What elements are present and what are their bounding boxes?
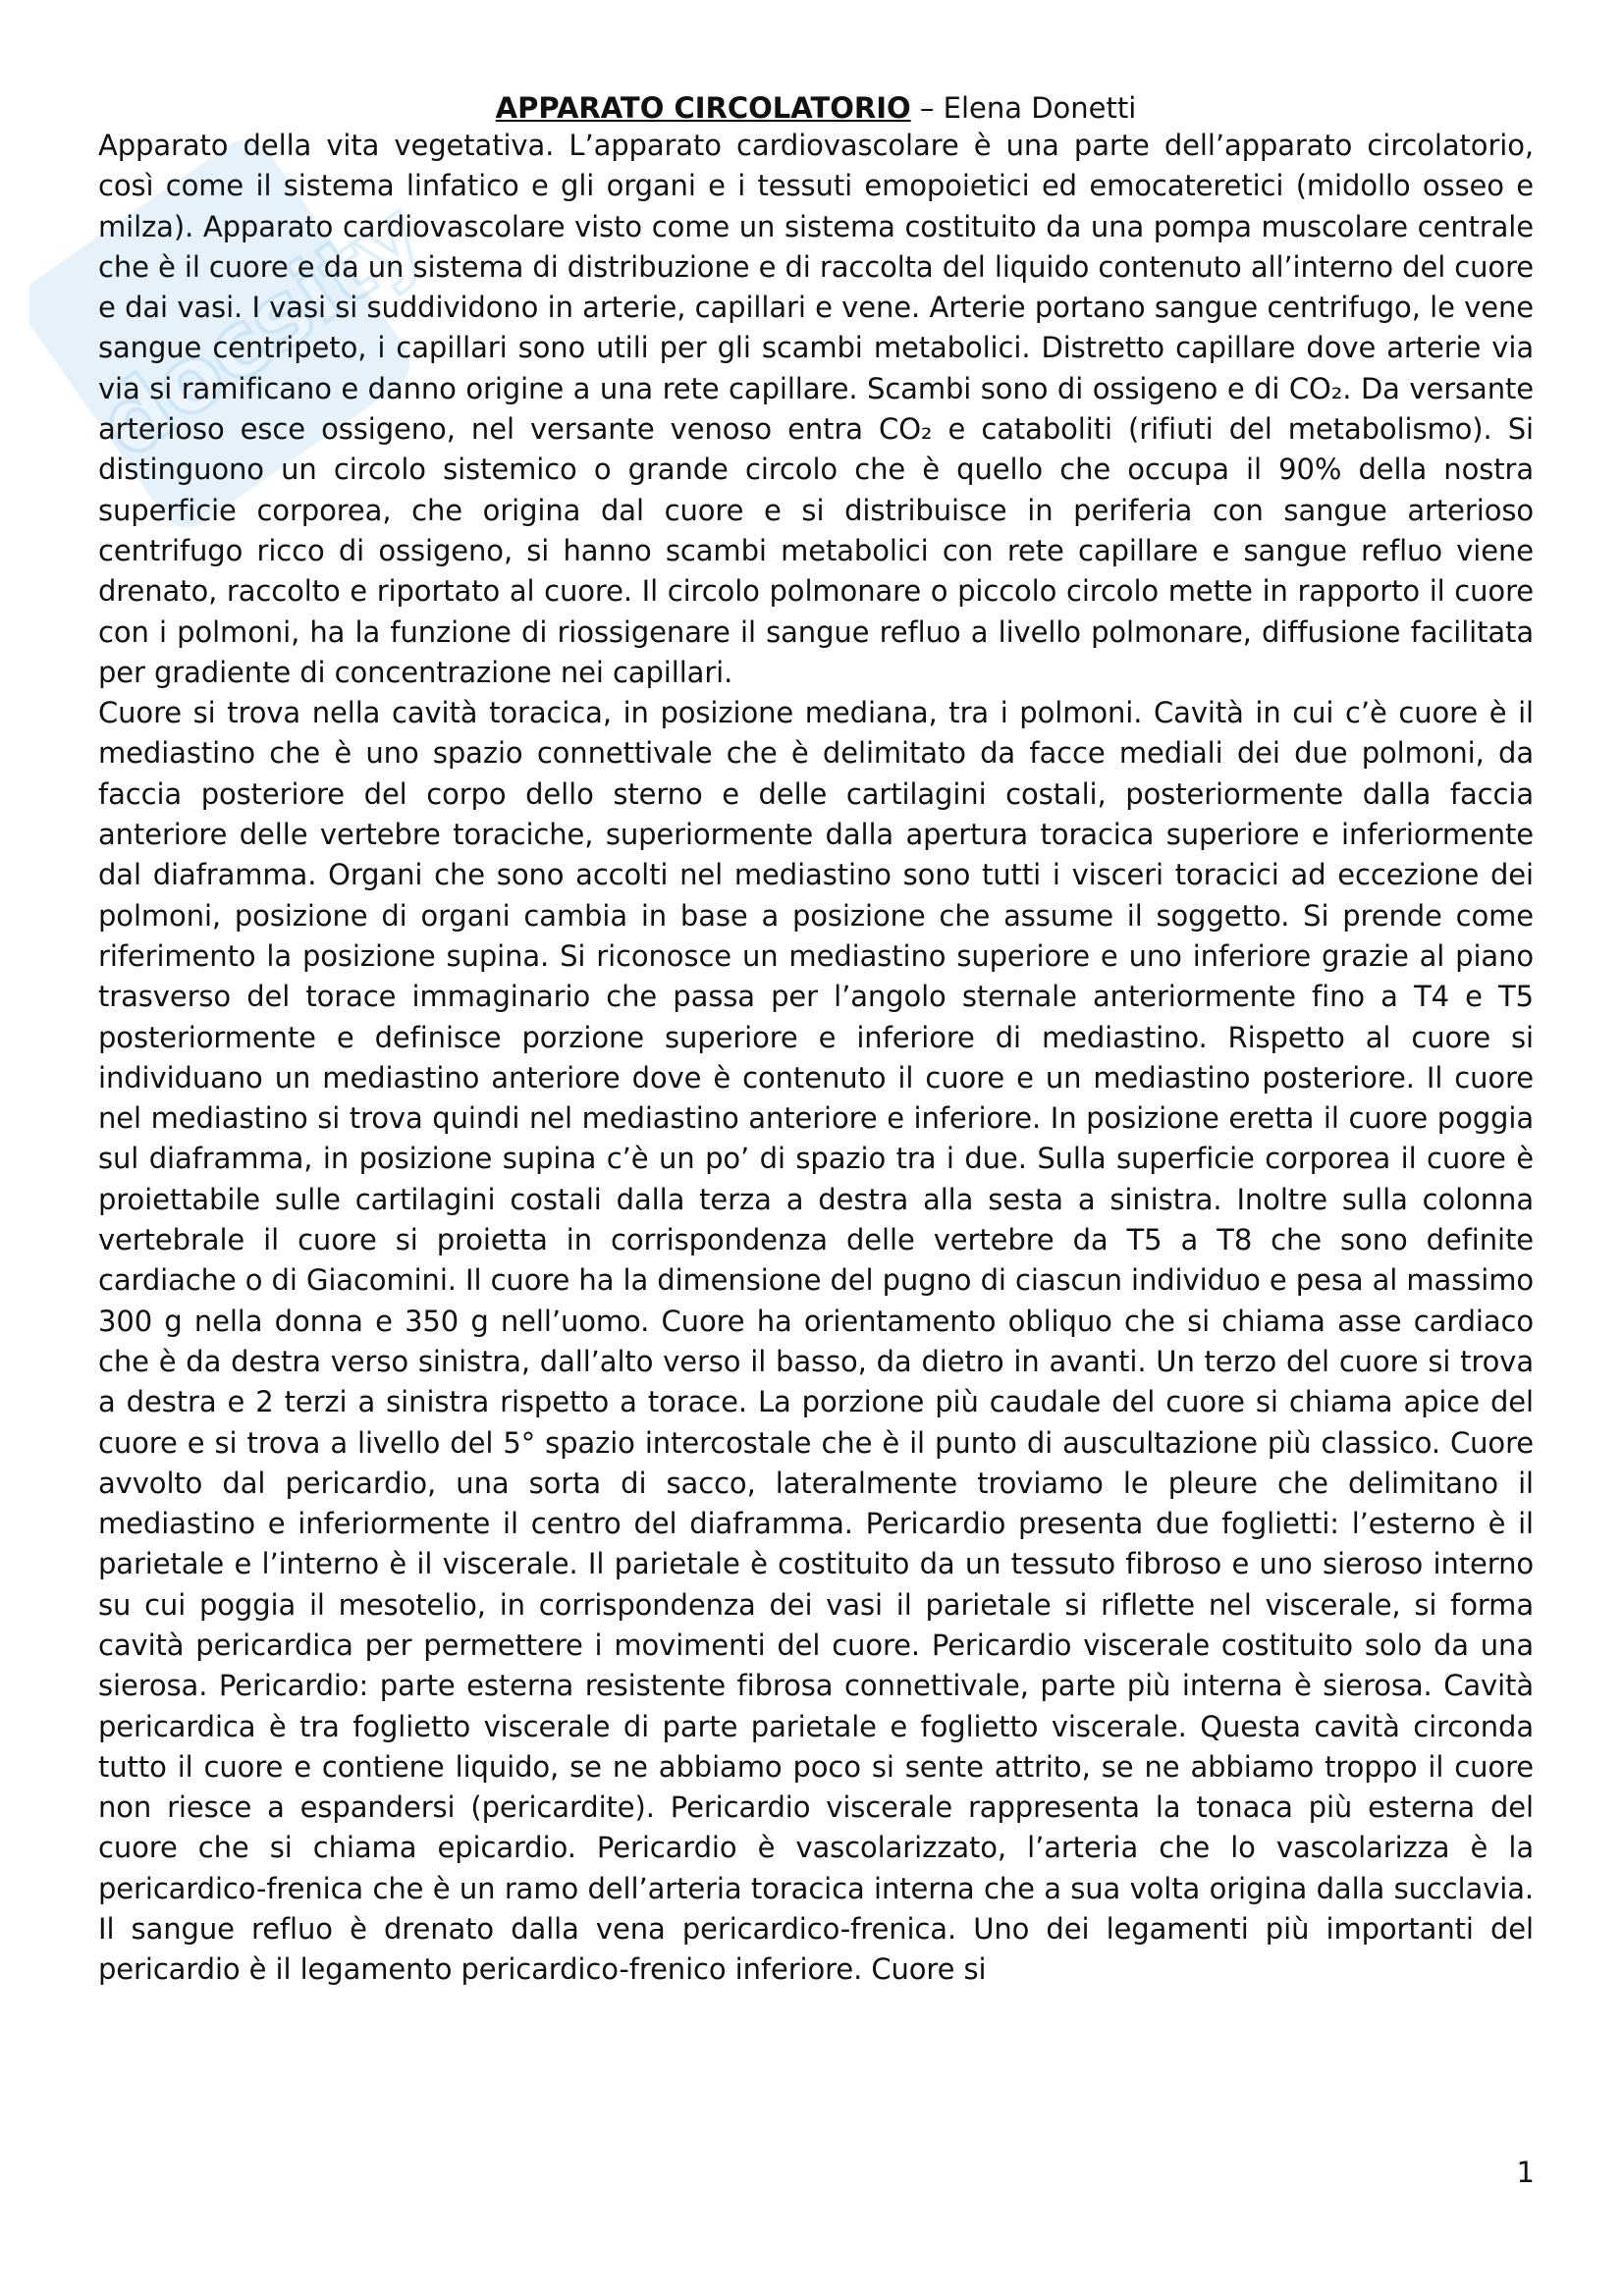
document-title — [98, 90, 1534, 126]
document-page — [98, 90, 1534, 1991]
title-main: APPARATO CIRCOLATORIO — [495, 91, 911, 125]
page-number: 1 — [1516, 2156, 1535, 2189]
paragraph-2: Cuore si trova nella cavità toracica, in posizione mediana, tra i polmoni. Cavità in cui c’è cuore è il mediastino che è uno spazio connettivale che è delimitato da facce mediali dei due polmoni, da faccia posteriore del corpo dello sterno e delle cartilagini costali, posteriormente dalla faccia anteriore delle vertebre toraciche, superiormente dalla apertura toracica superiore e inferiormente dal diaframma. Organi che sono accolti nel mediastino sono tutti i visceri toracici ad eccezione dei polmoni, posizione di organi cambia in base a posizione che assume il soggetto. Si prende come riferimento la posizione supina. Si riconosce un mediastino superiore e uno inferiore grazie al piano trasverso del torace immaginario che passa per l’angolo sternale anteriormente fino a T4 e T5 posteriormente e definisce porzione superiore e inferiore di mediastino. Rispetto al cuore si individuano un mediastino anteriore dove è contenuto il cuore e un mediastino posteriore. Il cuore nel mediastino si trova quindi nel mediastino anteriore e inferiore. In posizione eretta il cuore poggia sul diaframma, in posizione supina c’è un po’ di spazio tra i due. Sulla superficie corporea il cuore è proiettabile sulle cartilagini costali dalla terza a destra alla sesta a sinistra. Inoltre sulla colonna vertebrale il cuore si proietta in corrispondenza delle vertebre da T5 a T8 che sono definite cardiache o di Giacomini. Il cuore ha la dimensione del pugno di ciascun individuo e pesa al massimo 300 g nella donna e 350 g nell’uomo. Cuore ha orientamento obliquo che si chiama asse cardiaco che è da destra verso sinistra, dall’alto verso il basso, da dietro in avanti. Un terzo del cuore si trova a destra e 2 terzi a sinistra rispetto a torace. La porzione più caudale del cuore si chiama apice del cuore e si trova a livello del 5° spazio intercostale che è il punto di auscultazione più classico. Cuore avvolto dal pericardio, una sorta di sacco, lateralmente troviamo le pleure che delimitano il mediastino e inferiormente il centro del diaframma. Pericardio presenta due foglietti: l’esterno è il parietale e l’interno è il viscerale. Il parietale è costituito da un tessuto fibroso e uno sieroso interno su cui poggia il mesotelio, in corrispondenza dei vasi il parietale si riflette nel viscerale, si forma cavità pericardica per permettere i movimenti del cuore. Pericardio viscerale costituito solo da una sierosa. Pericardio: parte esterna resistente fibrosa connettivale, parte più interna è sierosa. Cavità pericardica è tra foglietto viscerale di parte parietale e foglietto viscerale. Questa cavità circonda tutto il cuore e contiene liquido, se ne abbiamo poco si sente attrito, se ne abbiamo troppo il cuore non riesce a espandersi (pericardite). Pericardio viscerale rappresenta la tonaca più esterna del cuore che si chiama epicardio. Pericardio è vascolarizzato, l’arteria che lo vascolarizza è la pericardico-frenica che è un ramo dell’arteria toracica interna che a sua volta origina dalla succlavia. Il sangue refluo è drenato dalla vena pericardico-frenica. Uno dei legamenti più importanti del pericardio è il legamento pericardico-frenico inferiore. Cuore si — [98, 696, 1534, 1987]
title-separator: – — [910, 91, 944, 125]
watermark-text: docsity — [80, 182, 442, 479]
paragraph-1: Apparato della vita vegetativa. L’apparato cardiovascolare è una parte dell’apparato circolatorio, così come il sistema linfatico e gli organi e i tessuti emopoietici ed emocateretici (midollo osseo e milza). Apparato cardiovascolare visto come un sistema costituito da una pompa muscolare centrale che è il cuore e da un sistema di distribuzione e di raccolta del liquido contenuto all’interno del cuore e dai vasi. I vasi si suddividono in arterie, capillari e vene. Arterie portano sangue centrifugo, le vene sangue centripeto, i capillari sono utili per gli scambi metabolici. Distretto capillare dove arterie via via si ramificano e danno origine a una rete capillare. Scambi sono di ossigeno e di CO₂. Da versante arterioso esce ossigeno, nel versante venoso entra CO₂ e cataboliti (rifiuti del metabolismo). Si distinguono un circolo sistemico o grande circolo che è quello che occupa il 90% della nostra superficie corporea, che origina dal cuore e si distribuisce in periferia con sangue arterioso centrifugo ricco di ossigeno, si hanno scambi metabolici con rete capillare e sangue refluo viene drenato, raccolto e riportato al cuore. Il circolo polmonare o piccolo circolo mette in rapporto il cuore con i polmoni, ha la funzione di riossigenare il sangue refluo a livello polmonare, diffusione facilitata per gradiente di concentrazione nei capillari. — [98, 129, 1534, 689]
title-author: Elena Donetti — [943, 91, 1137, 125]
